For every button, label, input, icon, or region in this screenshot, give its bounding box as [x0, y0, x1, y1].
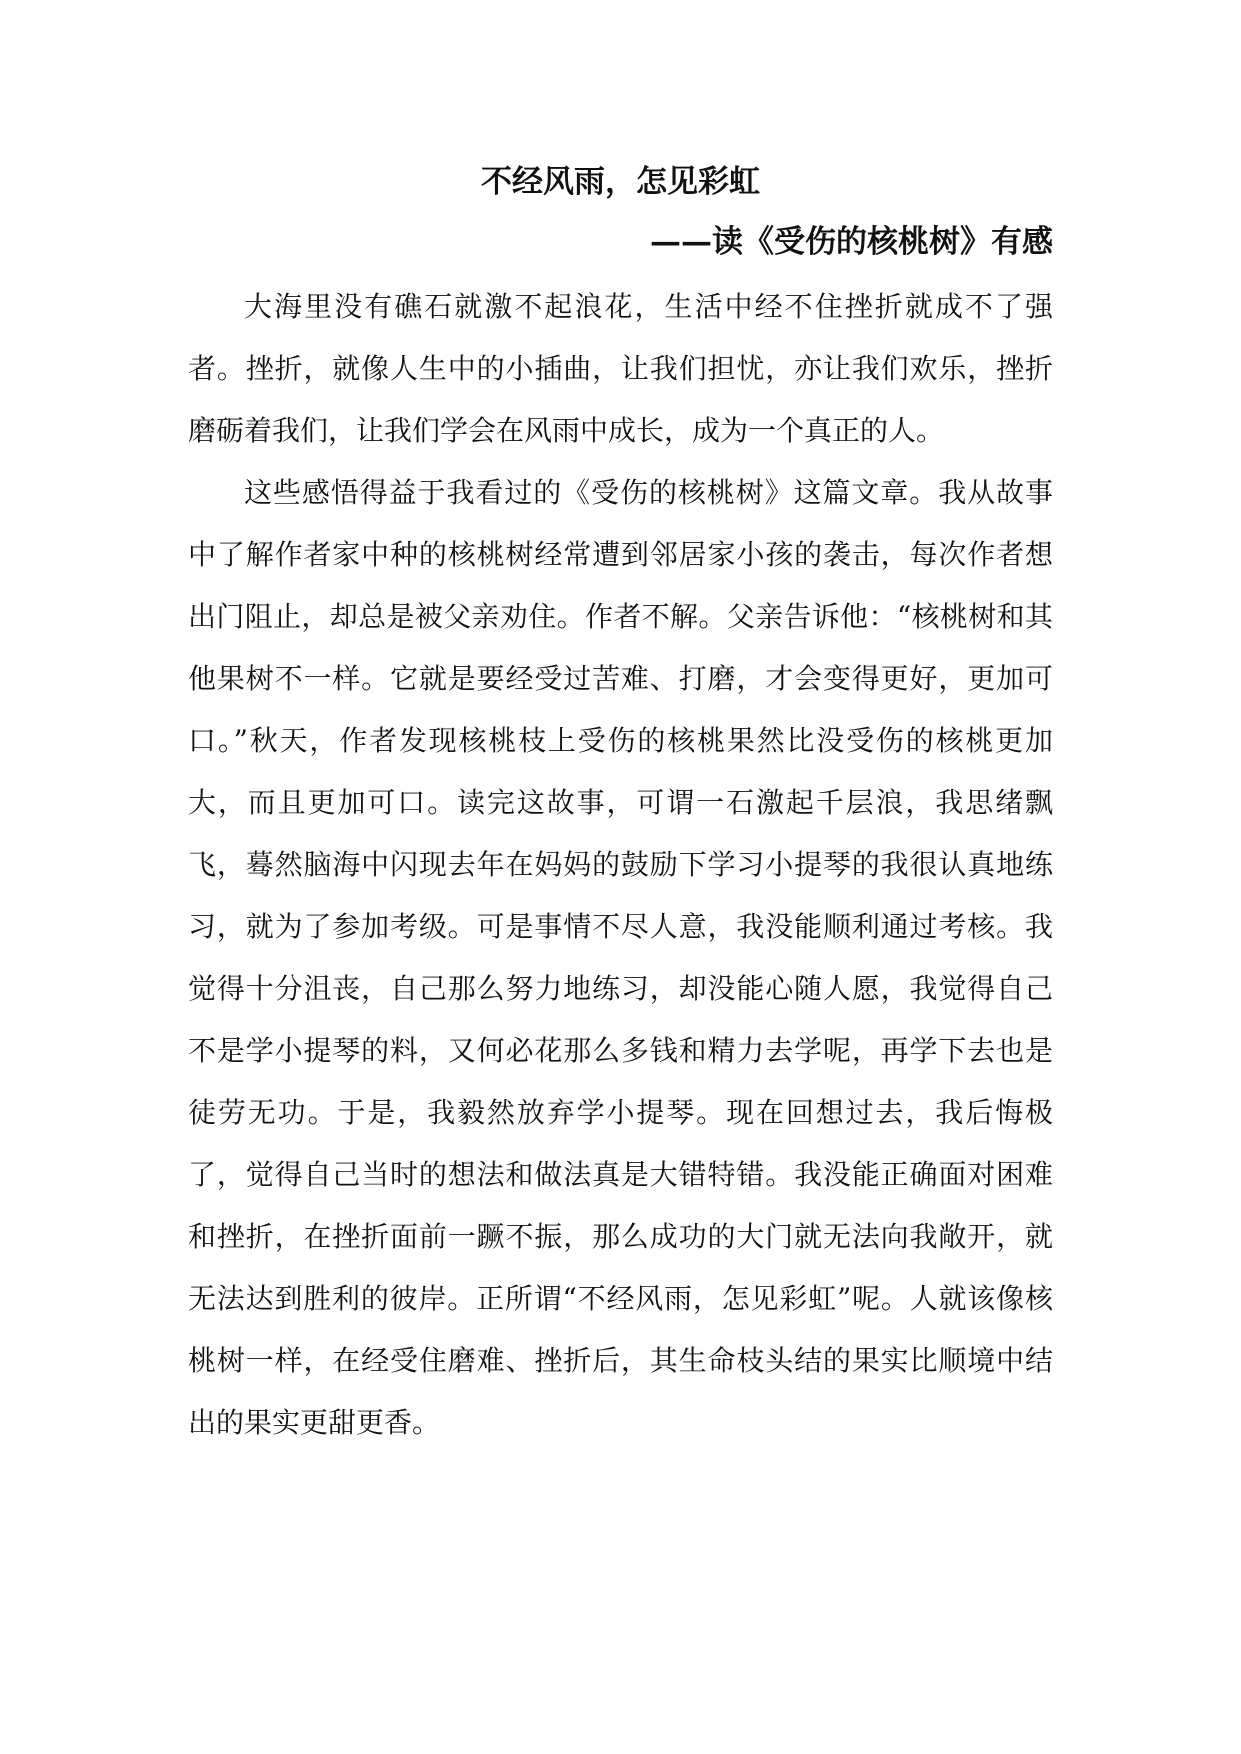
- paragraph: 大海里没有礁石就激不起浪花，生活中经不住挫折就成不了强者。挫折，就像人生中的小插曲，让我们担忧，亦让我们欢乐，挫折磨砺着我们，让我们学会在风雨中成长，成为一个真正的人。: [188, 290, 1053, 447]
- document-page: [188, 160, 1053, 1454]
- paragraph: 这些感悟得益于我看过的《受伤的核桃树》这篇文章。我从故事中了解作者家中种的核桃树经常遭到邻居家小孩的袭击，每次作者想出门阻止，却总是被父亲劝住。作者不解。父亲告诉他：“核桃树和其他果树不一样。它就是要经受过苦难、打磨，才会变得更好，更加可口。”秋天，作者发现核桃枝上受伤的核桃果然比没受伤的核桃更加大，而且更加可口。读完这故事，可谓一石激起千层浪，我思绪飘飞，蓦然脑海中闪现去年在妈妈的鼓励下学习小提琴的我很认真地练习，就为了参加考级。可是事情不尽人意，我没能顺利通过考核。我觉得十分沮丧，自己那么努力地练习，却没能心随人愿，我觉得自己不是学小提琴的料，又何必花那么多钱和精力去学呢，再学下去也是徒劳无功。于是，我毅然放弃学小提琴。现在回想过去，我后悔极了，觉得自己当时的想法和做法真是大错特错。我没能正确面对困难和挫折，在挫折面前一蹶不振，那么成功的大门就无法向我敞开，就无法达到胜利的彼岸。正所谓“不经风雨，怎见彩虹”呢。人就该像核桃树一样，在经受住磨难、挫折后，其生命枝头结的果实比顺境中结出的果实更甜更香。: [188, 476, 1053, 1439]
- essay-body: [188, 276, 1053, 1454]
- essay-title: 不经风雨，怎见彩虹: [481, 164, 760, 200]
- essay-subtitle: ——读《受伤的核桃树》有感: [650, 224, 1053, 260]
